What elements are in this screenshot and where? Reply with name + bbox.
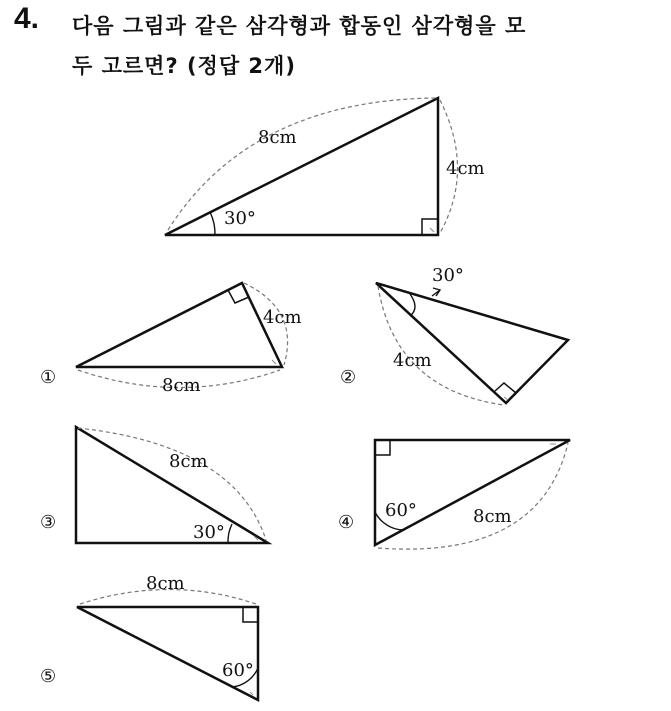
option-1-mark[interactable]: ① bbox=[40, 367, 57, 388]
opt1-hyp-label: 8cm bbox=[162, 375, 201, 396]
option-5-triangle bbox=[40, 573, 258, 700]
opt3-angle-label: 30° bbox=[193, 522, 225, 543]
option-5-mark[interactable]: ⑤ bbox=[40, 666, 57, 687]
option-2-triangle bbox=[340, 265, 568, 405]
opt2-angle-label: 30° bbox=[432, 265, 464, 286]
opt4-hyp-label: 8cm bbox=[473, 506, 512, 527]
option-3-triangle bbox=[40, 427, 268, 543]
ref-hyp-label: 8cm bbox=[258, 127, 297, 148]
opt5-angle-label: 60° bbox=[222, 660, 254, 681]
opt2-side-label: 4cm bbox=[393, 350, 432, 371]
opt1-side-label: 4cm bbox=[263, 307, 302, 328]
option-2-mark[interactable]: ② bbox=[340, 367, 357, 388]
reference-triangle bbox=[165, 98, 485, 235]
option-4-triangle bbox=[338, 440, 570, 549]
question-text-line1: 다음 그림과 같은 삼각형과 합동인 삼각형을 모 bbox=[72, 14, 527, 38]
opt5-hyp-label: 8cm bbox=[146, 573, 185, 594]
opt4-angle-label: 60° bbox=[385, 500, 417, 521]
option-4-mark[interactable]: ④ bbox=[338, 512, 355, 533]
ref-side-label: 4cm bbox=[446, 158, 485, 179]
option-3-mark[interactable]: ③ bbox=[40, 512, 57, 533]
question-text-line2: 두 고르면? (정답 2개) bbox=[72, 54, 296, 78]
question-number: 4. bbox=[14, 2, 40, 35]
opt3-hyp-label: 8cm bbox=[169, 451, 208, 472]
ref-angle-label: 30° bbox=[224, 208, 256, 229]
option-1-triangle bbox=[40, 283, 302, 396]
